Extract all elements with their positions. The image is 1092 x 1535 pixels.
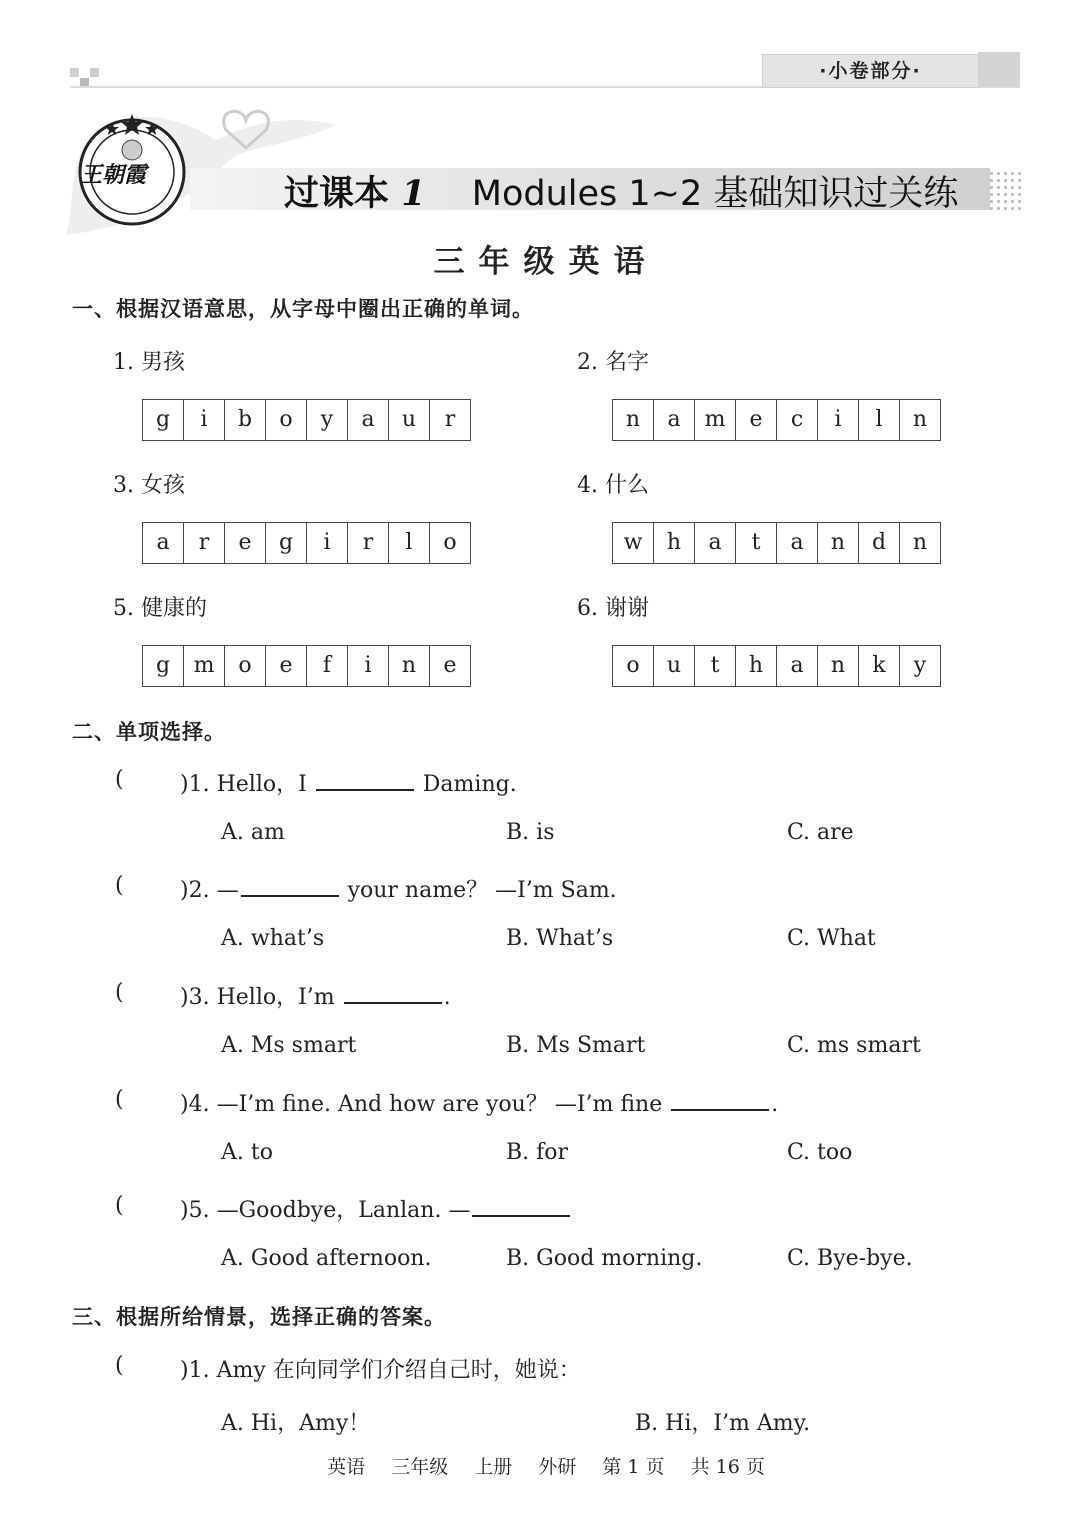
corner-decoration <box>70 68 79 77</box>
option-b[interactable]: B. is <box>506 820 555 845</box>
letter-grid <box>142 399 471 441</box>
letter-cell[interactable]: h <box>736 646 777 686</box>
question-line <box>180 767 517 798</box>
word-item-label: 4. 什么 <box>577 473 649 498</box>
letter-cell[interactable]: u <box>654 646 695 686</box>
section-1-heading: 一、根据汉语意思，从字母中圈出正确的单词。 <box>72 297 534 321</box>
option-b[interactable]: B. Good morning. <box>506 1246 703 1271</box>
option-b[interactable]: B. Hi，I’m Amy. <box>635 1411 811 1436</box>
answer-paren-open[interactable]: ( <box>115 1193 124 1218</box>
letter-cell[interactable]: t <box>695 646 736 686</box>
word-item-label: 3. 女孩 <box>113 473 185 498</box>
letter-cell[interactable]: a <box>777 523 818 563</box>
answer-paren-open[interactable]: ( <box>115 1087 124 1112</box>
letter-cell[interactable]: o <box>613 646 654 686</box>
option-a[interactable]: A. Good afternoon. <box>221 1246 432 1271</box>
letter-grid <box>142 645 471 687</box>
question-line <box>180 1193 572 1224</box>
letter-cell[interactable]: a <box>348 400 389 440</box>
option-c[interactable]: C. too <box>787 1140 853 1165</box>
subtitle: 三年级英语 <box>433 244 659 280</box>
question-text: 1. Hello，I <box>188 772 307 797</box>
letter-cell[interactable]: h <box>654 523 695 563</box>
letter-cell[interactable]: w <box>613 523 654 563</box>
dot-pattern <box>988 170 1024 210</box>
letter-cell[interactable]: o <box>443 530 457 555</box>
question-text: . <box>771 1092 779 1117</box>
question-text: 3. Hello，I’m <box>188 985 335 1010</box>
letter-cell[interactable]: i <box>818 400 859 440</box>
answer-paren-open[interactable]: ( <box>115 1353 124 1378</box>
option-b[interactable]: B. Ms Smart <box>506 1033 646 1058</box>
letter-grid <box>612 645 941 687</box>
answer-paren-open[interactable]: ( <box>115 980 124 1005</box>
letter-cell[interactable]: e <box>266 646 307 686</box>
letter-grid <box>612 399 941 441</box>
letter-cell[interactable]: n <box>818 646 859 686</box>
letter-grid <box>612 522 941 564</box>
letter-cell[interactable]: m <box>184 646 225 686</box>
title-modules: Modules 1~2 基础知识过关练 <box>471 174 959 214</box>
question-text: . <box>443 985 451 1010</box>
footer-volume: 上册 <box>474 1456 513 1478</box>
answer-paren-open[interactable]: ( <box>115 873 124 898</box>
letter-cell[interactable]: a <box>143 523 184 563</box>
answer-paren-close: ) <box>180 1092 189 1117</box>
answer-paren-close: ) <box>180 985 189 1010</box>
letter-cell[interactable]: o <box>266 400 307 440</box>
letter-cell[interactable]: i <box>348 646 389 686</box>
corner-decoration <box>90 68 99 77</box>
option-a[interactable]: A. Ms smart <box>221 1033 357 1058</box>
logo-text: 王朝霞 <box>80 162 147 188</box>
fill-blank[interactable] <box>241 875 339 897</box>
badge-tab <box>978 52 1020 87</box>
option-c[interactable]: C. Bye-bye. <box>787 1246 913 1271</box>
page-footer <box>0 1452 1092 1479</box>
letter-cell[interactable]: a <box>777 646 818 686</box>
letter-cell[interactable]: i <box>184 400 225 440</box>
letter-cell[interactable]: t <box>736 523 777 563</box>
letter-cell[interactable]: l <box>859 400 900 440</box>
word-item-label: 5. 健康的 <box>113 596 207 621</box>
answer-paren-close: ) <box>180 878 189 903</box>
section-2-heading: 二、单项选择。 <box>72 720 226 744</box>
question-text: 5. —Goodbye，Lanlan. — <box>188 1198 471 1223</box>
letter-cell[interactable]: u <box>389 400 430 440</box>
letter-cell[interactable]: e <box>443 653 457 678</box>
letter-cell[interactable]: y <box>307 400 348 440</box>
option-c[interactable]: C. are <box>787 820 854 845</box>
option-a[interactable]: A. am <box>221 820 285 845</box>
fill-blank[interactable] <box>472 1195 570 1217</box>
letter-cell[interactable]: a <box>695 523 736 563</box>
answer-paren-close: ) <box>180 1198 189 1223</box>
question-text: Daming. <box>422 772 517 797</box>
question-text: your name？ —I’m Sam. <box>347 878 617 903</box>
letter-cell[interactable]: c <box>777 400 818 440</box>
letter-cell[interactable]: n <box>613 400 654 440</box>
question-line <box>180 1087 778 1118</box>
letter-cell[interactable]: n <box>912 530 928 555</box>
question-line <box>180 1353 581 1384</box>
letter-cell[interactable]: n <box>912 407 928 432</box>
letter-cell[interactable]: r <box>444 407 456 432</box>
footer-grade: 三年级 <box>391 1456 449 1478</box>
letter-cell[interactable]: d <box>859 523 900 563</box>
section-3-heading: 三、根据所给情景，选择正确的答案。 <box>72 1305 446 1329</box>
answer-paren-close: ) <box>180 772 189 797</box>
question-line <box>180 873 617 904</box>
letter-cell[interactable]: g <box>143 400 184 440</box>
letter-cell[interactable]: e <box>736 400 777 440</box>
letter-cell[interactable]: g <box>266 523 307 563</box>
option-c[interactable]: C. ms smart <box>787 1033 921 1058</box>
option-b[interactable]: B. for <box>506 1140 569 1165</box>
option-a[interactable]: A. Hi，Amy！ <box>221 1411 371 1436</box>
letter-cell[interactable]: l <box>389 523 430 563</box>
letter-cell[interactable]: k <box>859 646 900 686</box>
letter-cell[interactable]: f <box>307 646 348 686</box>
option-c[interactable]: C. What <box>787 926 876 951</box>
question-text: 4. —I’m fine. And how are you？ —I’m fine <box>188 1092 663 1117</box>
letter-cell[interactable]: a <box>654 400 695 440</box>
answer-paren-close: ) <box>180 1358 189 1383</box>
fill-blank[interactable] <box>671 1089 769 1111</box>
option-a[interactable]: A. what’s <box>221 926 325 951</box>
footer-publisher: 外研 <box>538 1456 577 1478</box>
footer-total: 共 16 页 <box>690 1456 765 1478</box>
fill-blank[interactable] <box>316 769 414 791</box>
answer-paren-open[interactable]: ( <box>115 767 124 792</box>
letter-cell[interactable]: m <box>695 400 736 440</box>
letter-cell[interactable]: y <box>913 653 927 678</box>
question-line <box>180 980 451 1011</box>
letter-cell[interactable]: b <box>225 400 266 440</box>
letter-cell[interactable]: g <box>143 646 184 686</box>
option-b[interactable]: B. What’s <box>506 926 614 951</box>
word-item-label: 6. 谢谢 <box>577 596 649 621</box>
option-a[interactable]: A. to <box>221 1140 273 1165</box>
fill-blank[interactable] <box>344 982 442 1004</box>
word-item-label: 1. 男孩 <box>113 350 185 375</box>
letter-cell[interactable]: o <box>225 646 266 686</box>
letter-cell[interactable]: i <box>307 523 348 563</box>
word-item-label: 2. 名字 <box>577 350 649 375</box>
letter-cell[interactable]: e <box>225 523 266 563</box>
title-number: 1 <box>401 173 426 214</box>
question-text: 2. — <box>188 878 239 903</box>
title-prefix: 过课本 <box>284 174 390 214</box>
footer-subject: 英语 <box>327 1456 366 1478</box>
letter-cell[interactable]: r <box>348 523 389 563</box>
page-title <box>284 166 958 216</box>
letter-cell[interactable]: n <box>389 646 430 686</box>
letter-cell[interactable]: n <box>818 523 859 563</box>
question-text: 1. Amy 在向同学们介绍自己时，她说： <box>188 1358 581 1383</box>
letter-grid <box>142 522 471 564</box>
letter-cell[interactable]: r <box>184 523 225 563</box>
footer-page: 第 1 页 <box>602 1456 665 1478</box>
section-badge: ·小卷部分· <box>762 54 979 88</box>
